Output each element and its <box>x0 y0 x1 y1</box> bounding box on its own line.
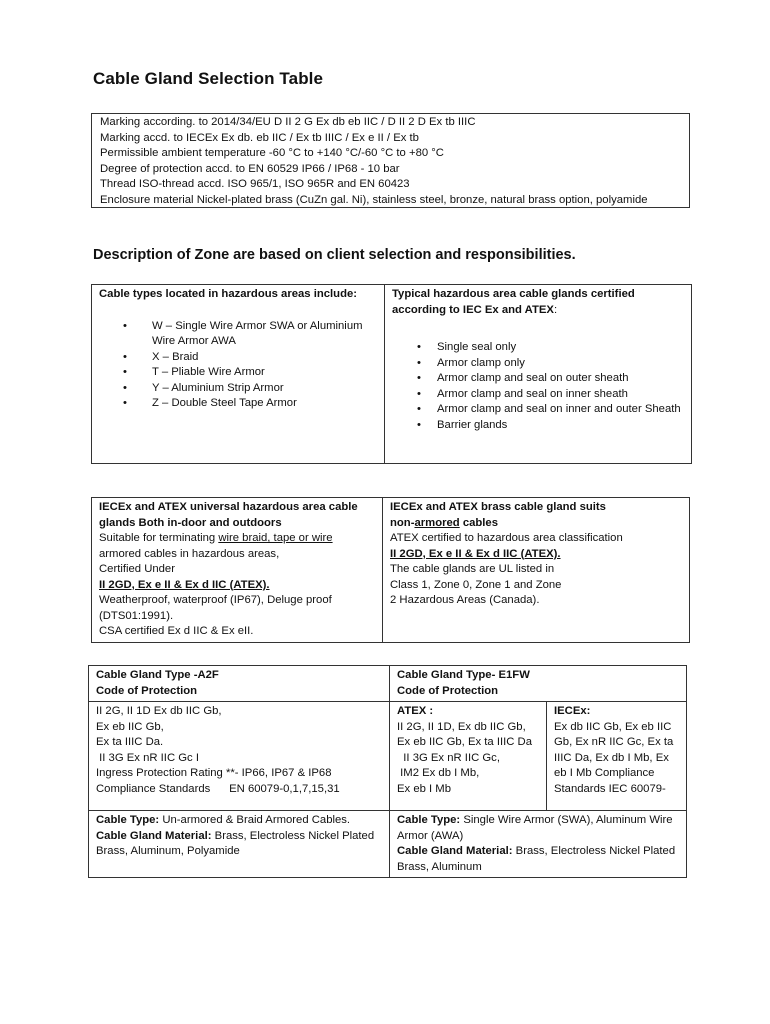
e1fw-cable-type: Cable Type: Single Wire Armor (SWA), Aluminum Wire Armor (AWA) <box>397 814 673 842</box>
a2f-code-line: Compliance Standards EN 60079-0,1,7,15,31 <box>96 782 340 795</box>
e1fw-atex-line: II 3G Ex nR IIC Gc, <box>397 751 500 764</box>
marking-line: Marking accd. to IECEx Ex db. eb IIC / Ex tb IIIC / Ex e II / Ex tb <box>100 131 419 144</box>
e1fw-atex-label: ATEX : <box>397 705 434 717</box>
a2f-code-line: Ex ta IIIC Da. <box>96 736 164 748</box>
universal-suitable: Suitable for terminating wire braid, tape or wire armored cables in hazardous areas, <box>99 532 333 560</box>
brass-ul-line: The cable glands are UL listed in <box>390 563 555 575</box>
zone-heading: Description of Zone are based on client selection and responsibilities. <box>93 247 576 263</box>
list-item: • Barrier glands <box>437 418 684 434</box>
cable-types-list <box>99 319 377 412</box>
e1fw-code-label: Code of Protection <box>397 684 499 697</box>
marking-box <box>91 113 690 208</box>
list-item: • Armor clamp only <box>437 356 684 372</box>
gland-types-table <box>88 665 687 878</box>
a2f-codes-cell <box>89 702 390 811</box>
list-item: • Y – Aluminium Strip Armor <box>152 381 377 397</box>
a2f-cable-cell <box>89 811 390 878</box>
list-item: • T – Pliable Wire Armor <box>152 365 377 381</box>
list-item: • Armor clamp and seal on inner and outer Sheath <box>437 402 684 418</box>
brass-cell <box>383 498 690 643</box>
list-item: • Armor clamp and seal on outer sheath <box>437 371 684 387</box>
typical-glands-list <box>392 340 684 433</box>
a2f-type-cell <box>89 666 390 702</box>
e1fw-atex-line: Ex eb I Mb <box>397 782 451 795</box>
list-item: • Single seal only <box>437 340 684 356</box>
brass-header-line1: IECEx and ATEX brass cable gland suits <box>390 501 606 513</box>
list-item: • X – Braid <box>152 350 377 366</box>
e1fw-type-label: Cable Gland Type- E1FW <box>397 669 530 681</box>
document-title: Cable Gland Selection Table <box>93 69 324 88</box>
universal-header: IECEx and ATEX universal hazardous area cable glands Both in-door and outdoors <box>99 501 358 529</box>
list-item: • Armor clamp and seal on inner sheath <box>437 387 684 403</box>
a2f-code-line: II 2G, II 1D Ex db IIC Gb, <box>96 705 222 717</box>
a2f-material: Cable Gland Material: Brass, Electroless Nickel Plated Brass, Aluminum, Polyamide <box>96 829 375 857</box>
cable-types-cell <box>92 285 385 464</box>
typical-glands-header: Typical hazardous area cable glands certified according to IEC Ex and ATEX: <box>392 288 635 316</box>
e1fw-iecex-text: Ex db IIC Gb, Ex eb IIC Gb, Ex nR IIC Gc, Ex ta IIIC Da, Ex db I Mb, Ex eb I Mb Compliance Standards IEC 60079- <box>554 720 674 795</box>
marking-line: Marking according. to 2014/34/EU D II 2 G Ex db eb IIC / D II 2 D Ex tb IIIC <box>100 116 476 128</box>
a2f-code-label: Code of Protection <box>96 684 198 697</box>
a2f-code-line: II 3G Ex nR IIC Gc I <box>96 751 199 764</box>
e1fw-cable-cell <box>390 811 687 878</box>
e1fw-atex-line: II 2G, II 1D, Ex db IIC Gb, <box>397 720 526 733</box>
e1fw-atex-line: IM2 Ex db I Mb, <box>397 767 480 779</box>
e1fw-iecex-cell <box>547 702 687 811</box>
universal-cell <box>92 498 383 643</box>
list-item: • Z – Double Steel Tape Armor <box>152 396 377 412</box>
a2f-cable-type: Cable Type: Un-armored & Braid Armored Cables. <box>96 814 351 826</box>
universal-weather: Weatherproof, waterproof (IP67), Deluge proof (DTS01:1991). <box>99 594 332 622</box>
universal-certified-under: Certified Under <box>99 563 175 575</box>
brass-ul-line: Class 1, Zone 0, Zone 1 and Zone <box>390 578 562 591</box>
list-item: • W – Single Wire Armor SWA or Aluminium Wire Armor AWA <box>152 319 377 350</box>
e1fw-atex-line: Ex eb IIC Gb, Ex ta IIIC Da <box>397 736 532 748</box>
universal-marking: II 2GD, Ex e II & Ex d IIC (ATEX). <box>99 578 270 591</box>
e1fw-iecex-label: IECEx: <box>554 705 591 717</box>
a2f-type-label: Cable Gland Type -A2F <box>96 669 219 681</box>
e1fw-material: Cable Gland Material: Brass, Electroless Nickel Plated Brass, Aluminum <box>397 845 676 873</box>
cable-types-table <box>91 284 692 464</box>
brass-header-line2: non-armored cables <box>390 516 498 529</box>
e1fw-atex-cell <box>390 702 547 811</box>
marking-line: Permissible ambient temperature -60 °C to +140 °C/-60 °C to +80 °C <box>100 147 444 159</box>
brass-ul-line: 2 Hazardous Areas (Canada). <box>390 594 540 606</box>
cable-types-header: Cable types located in hazardous areas include: <box>99 288 358 300</box>
marking-line: Thread ISO-thread accd. ISO 965/1, ISO 965R and EN 60423 <box>100 178 410 190</box>
brass-marking: II 2GD, Ex e II & Ex d IIC (ATEX). <box>390 547 561 560</box>
typical-glands-cell <box>385 285 692 464</box>
e1fw-type-cell <box>390 666 687 702</box>
a2f-code-line: Ingress Protection Rating **- IP66, IP67 & IP68 <box>96 767 332 779</box>
a2f-code-line: Ex eb IIC Gb, <box>96 720 164 733</box>
marking-line: Enclosure material Nickel-plated brass (CuZn gal. Ni), stainless steel, bronze, natural brass option, polyamide <box>100 193 648 206</box>
brass-atex-cert: ATEX certified to hazardous area classification <box>390 532 623 544</box>
marking-line: Degree of protection accd. to EN 60529 IP66 / IP68 - 10 bar <box>100 162 400 175</box>
universal-csa: CSA certified Ex d IIC & Ex eII. <box>99 625 254 637</box>
universal-brass-table <box>91 497 690 643</box>
